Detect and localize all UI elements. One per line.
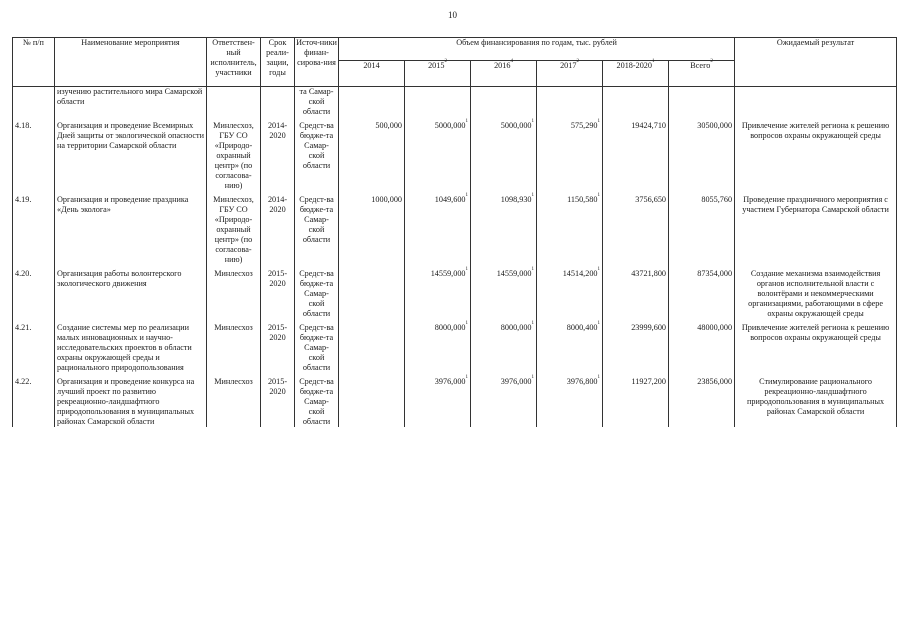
- row-source: Средст-ва бюдже-та Самар-ской области: [295, 265, 339, 319]
- row-responsible: Минлесхоз: [207, 373, 261, 427]
- row-period: 2015-2020: [261, 373, 295, 427]
- row-y2014: 500,000: [339, 117, 405, 191]
- row-source: Средст-ва бюдже-та Самар-ской области: [295, 319, 339, 373]
- row-result: Привлечение жителей региона к решению вопросов охраны окружающей среды: [735, 319, 897, 373]
- table-row: [13, 117, 897, 191]
- row-num: 4.20.: [13, 265, 55, 319]
- row-y2018-2020: 23999,600: [603, 319, 669, 373]
- table-row: [13, 373, 897, 427]
- row-y2016: 8000,000$^1$: [471, 319, 537, 373]
- row-y2016: 5000,000$^1$: [471, 117, 537, 191]
- header-result: Ожидаемый результат: [735, 38, 897, 87]
- header-year-2015: 2015$^2$: [405, 61, 471, 87]
- row-y2018-2020: 19424,710: [603, 117, 669, 191]
- row-y2014: [339, 373, 405, 427]
- row-total: 30500,000: [669, 117, 735, 191]
- row-y2016: 1098,930$^1$: [471, 191, 537, 265]
- row-y2017: 14514,200$^1$: [537, 265, 603, 319]
- row-y2015: 5000,000$^1$: [405, 117, 471, 191]
- row-name: Организация и проведение праздника «День эколога»: [55, 191, 207, 265]
- header-year-2014: 2014: [339, 61, 405, 87]
- row-total: 23856,000: [669, 373, 735, 427]
- row-period: 2015-2020: [261, 319, 295, 373]
- header-year-2018-2020: 2018-2020$^1$: [603, 61, 669, 87]
- header-responsible: Ответствен-ный исполнитель, участники: [207, 38, 261, 87]
- row-name: Организация и проведение Всемирных Дней защиты от экологической опасности на территории Самарской области: [55, 117, 207, 191]
- row-y2018-2020: 43721,800: [603, 265, 669, 319]
- row-responsible: Минлесхоз, ГБУ СО «Природо-охранный центр» (по согласова-нию): [207, 117, 261, 191]
- header-period: Срок реали-зации, годы: [261, 38, 295, 87]
- row-name: Организация работы волонтерского экологического движения: [55, 265, 207, 319]
- continuation-name: изучению растительного мира Самарской области: [55, 87, 207, 118]
- header-source: Источ-ники финан-сирова-ния: [295, 38, 339, 87]
- row-total: 87354,000: [669, 265, 735, 319]
- header-year-2016: 2016$^4$: [471, 61, 537, 87]
- row-y2014: [339, 319, 405, 373]
- row-num: 4.18.: [13, 117, 55, 191]
- row-y2015: 8000,000$^1$: [405, 319, 471, 373]
- header-name: Наименование мероприятия: [55, 38, 207, 87]
- row-responsible: Минлесхоз: [207, 319, 261, 373]
- continuation-source: та Самар-ской области: [295, 87, 339, 118]
- row-y2017: 3976,800$^1$: [537, 373, 603, 427]
- row-y2015: 3976,000$^1$: [405, 373, 471, 427]
- row-period: 2014-2020: [261, 117, 295, 191]
- row-source: Средст-ва бюдже-та Самар-ской области: [295, 191, 339, 265]
- row-y2018-2020: 11927,200: [603, 373, 669, 427]
- row-y2016: 3976,000$^1$: [471, 373, 537, 427]
- header-num: № п/п: [13, 38, 55, 87]
- row-name: Организация и проведение конкурса на лучший проект по развитию рекреационно-ландшафтного природопользования в муниципальных районах Самарской области: [55, 373, 207, 427]
- row-y2017: 1150,580$^1$: [537, 191, 603, 265]
- header-total: Всего$^2$: [669, 61, 735, 87]
- row-period: 2014-2020: [261, 191, 295, 265]
- row-result: Стимулирование рационального рекреационно-ландшафтного природопользования в муниципальных районах Самарской области: [735, 373, 897, 427]
- row-total: 48000,000: [669, 319, 735, 373]
- row-y2014: [339, 265, 405, 319]
- row-source: Средст-ва бюдже-та Самар-ской области: [295, 373, 339, 427]
- row-num: 4.19.: [13, 191, 55, 265]
- row-y2017: 575,290$^1$: [537, 117, 603, 191]
- row-responsible: Минлесхоз, ГБУ СО «Природо-охранный центр» (по согласова-нию): [207, 191, 261, 265]
- row-result: Привлечение жителей региона к решению вопросов охраны окружающей среды: [735, 117, 897, 191]
- row-y2015: 14559,000$^1$: [405, 265, 471, 319]
- table-row: [13, 319, 897, 373]
- row-period: 2015-2020: [261, 265, 295, 319]
- row-num: 4.22.: [13, 373, 55, 427]
- row-y2014: 1000,000: [339, 191, 405, 265]
- row-result: Проведение праздничного мероприятия с участием Губернатора Самарской области: [735, 191, 897, 265]
- row-y2015: 1049,600$^1$: [405, 191, 471, 265]
- table-row: [13, 265, 897, 319]
- row-source: Средст-ва бюдже-та Самар-ской области: [295, 117, 339, 191]
- row-y2016: 14559,000$^1$: [471, 265, 537, 319]
- row-num: 4.21.: [13, 319, 55, 373]
- row-name: Создание системы мер по реализации малых инновационных и научно-исследовательских проектов в области охраны окружающей среды и рационального природопользования: [55, 319, 207, 373]
- header-year-2017: 2017$^2$: [537, 61, 603, 87]
- funding-table: [12, 37, 897, 427]
- row-total: 8055,760: [669, 191, 735, 265]
- row-y2017: 8000,400$^1$: [537, 319, 603, 373]
- page-number: 10: [448, 10, 457, 20]
- table-row: [13, 191, 897, 265]
- row-y2018-2020: 3756,650: [603, 191, 669, 265]
- header-funding-group: Объем финансирования по годам, тыс. рублей: [339, 38, 735, 61]
- row-result: Создание механизма взаимодействия органов исполнительной власти с волонтёрами и некоммерческими организациями, работающими в сфере охраны окружающей среды: [735, 265, 897, 319]
- row-responsible: Минлесхоз: [207, 265, 261, 319]
- table-row-continuation: [13, 87, 897, 118]
